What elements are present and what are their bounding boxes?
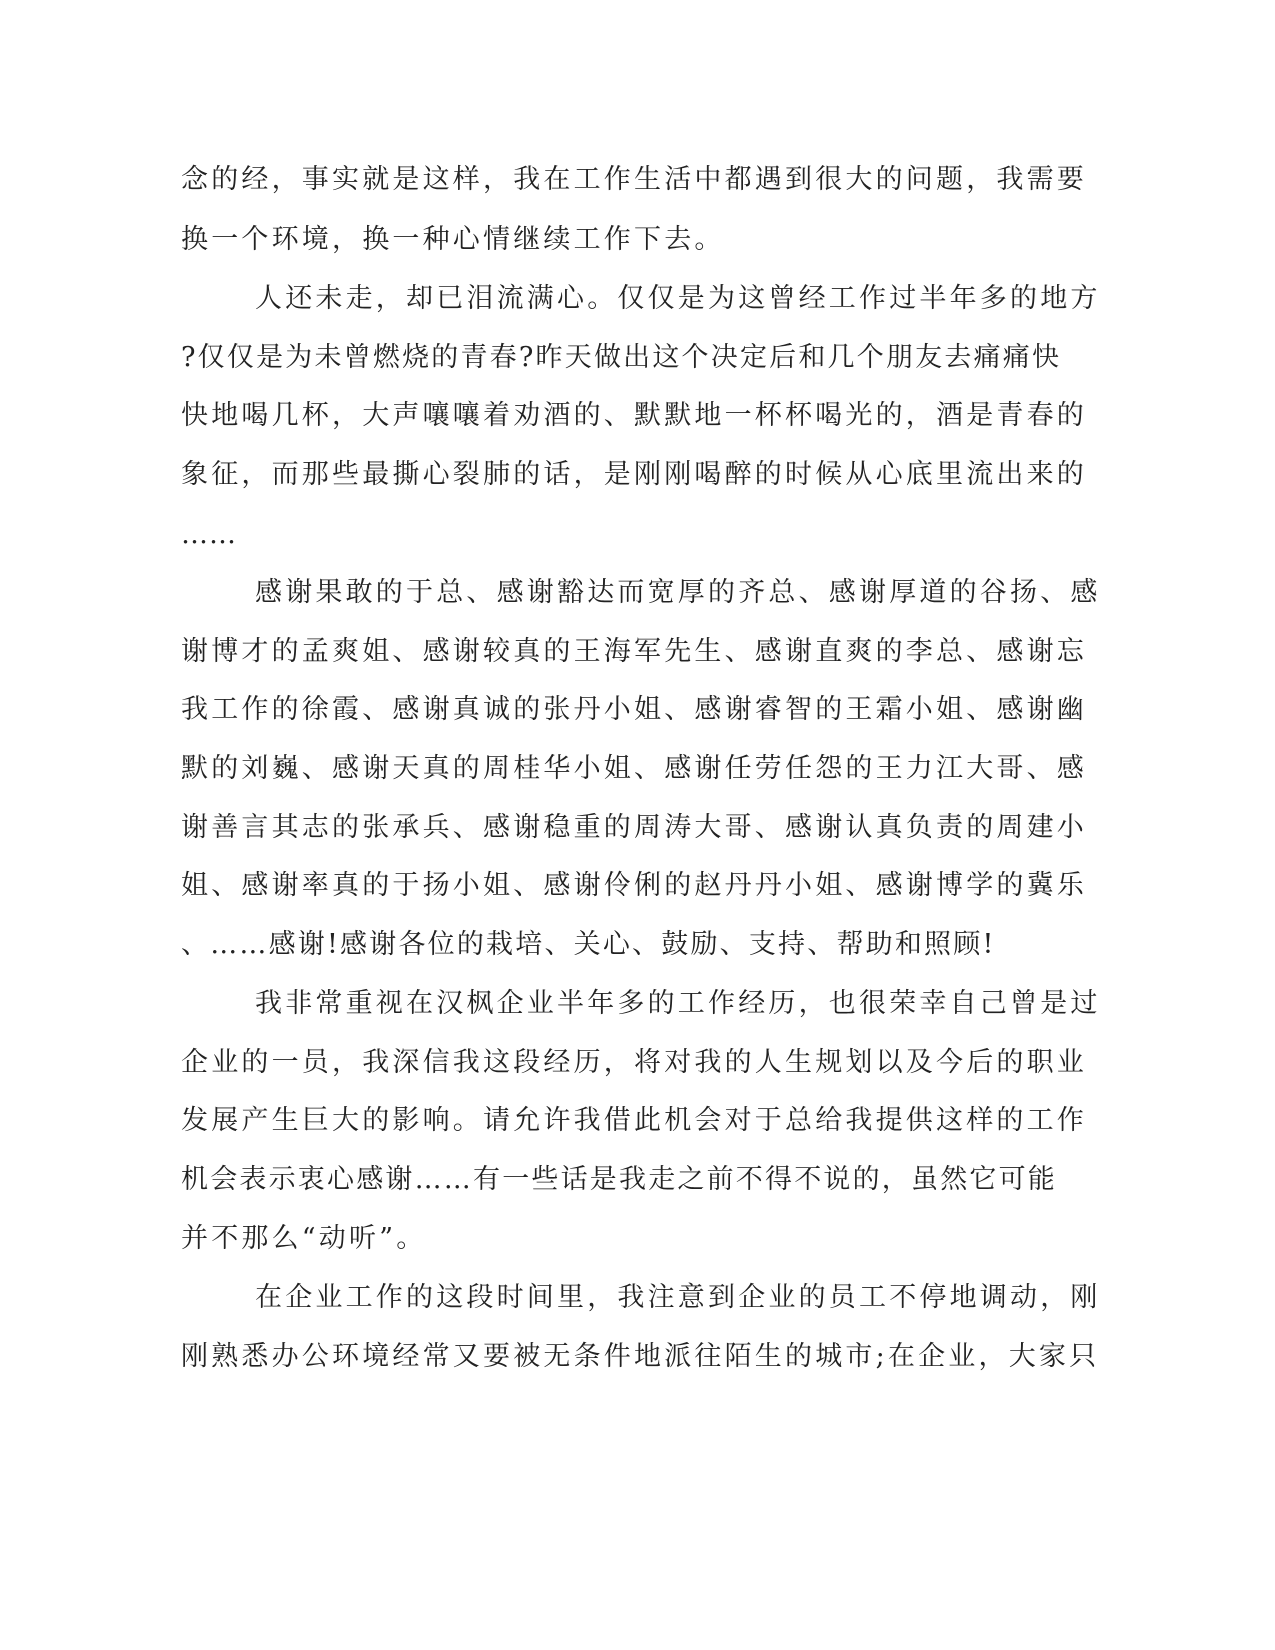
paragraph-line: 、……感谢!感谢各位的栽培、关心、鼓励、支持、帮助和照顾!	[181, 929, 996, 960]
paragraph-line: 念的经，事实就是这样，我在工作生活中都遇到很大的问题，我需要	[181, 164, 1087, 195]
paragraph-line: 我工作的徐霞、感谢真诚的张丹小姐、感谢睿智的王霜小姐、感谢幽	[181, 694, 1087, 725]
paragraph-line: 感谢果敢的于总、感谢豁达而宽厚的齐总、感谢厚道的谷扬、感	[255, 577, 1101, 608]
paragraph-line: 谢博才的孟爽姐、感谢较真的王海军先生、感谢直爽的李总、感谢忘	[181, 636, 1087, 667]
paragraph-line: 在企业工作的这段时间里，我注意到企业的员工不停地调动，刚	[255, 1282, 1101, 1313]
paragraph-line: 姐、感谢率真的于扬小姐、感谢伶俐的赵丹丹小姐、感谢博学的冀乐	[181, 870, 1087, 901]
paragraph-line: 我非常重视在汉枫企业半年多的工作经历，也很荣幸自己曾是过	[255, 988, 1101, 1019]
paragraph-line: 默的刘巍、感谢天真的周桂华小姐、感谢任劳任怨的王力江大哥、感	[181, 753, 1087, 784]
paragraph-line: 快地喝几杯，大声嚷嚷着劝酒的、默默地一杯杯喝光的，酒是青春的	[181, 400, 1087, 431]
paragraph-line: 企业的一员，我深信我这段经历，将对我的人生规划以及今后的职业	[181, 1047, 1087, 1078]
paragraph-line: 机会表示衷心感谢……有一些话是我走之前不得不说的，虽然它可能	[181, 1164, 1057, 1195]
paragraph-line: 发展产生巨大的影响。请允许我借此机会对于总给我提供这样的工作	[181, 1105, 1087, 1136]
paragraph-line: 刚熟悉办公环境经常又要被无条件地派往陌生的城市;在企业，大家只	[181, 1341, 1100, 1372]
paragraph-line: ?仅仅是为未曾燃烧的青春?昨天做出这个决定后和几个朋友去痛痛快	[181, 342, 1062, 373]
paragraph-line: 并不那么“动听”。	[181, 1223, 427, 1254]
paragraph-line: 换一个环境，换一种心情继续工作下去。	[181, 224, 725, 255]
paragraph-line: 象征，而那些最撕心裂肺的话，是刚刚喝醉的时候从心底里流出来的	[181, 459, 1087, 490]
paragraph-line: 谢善言其志的张承兵、感谢稳重的周涛大哥、感谢认真负责的周建小	[181, 812, 1087, 843]
paragraph-line: ……	[181, 519, 237, 550]
paragraph-line: 人还未走，却已泪流满心。仅仅是为这曾经工作过半年多的地方	[255, 283, 1101, 314]
